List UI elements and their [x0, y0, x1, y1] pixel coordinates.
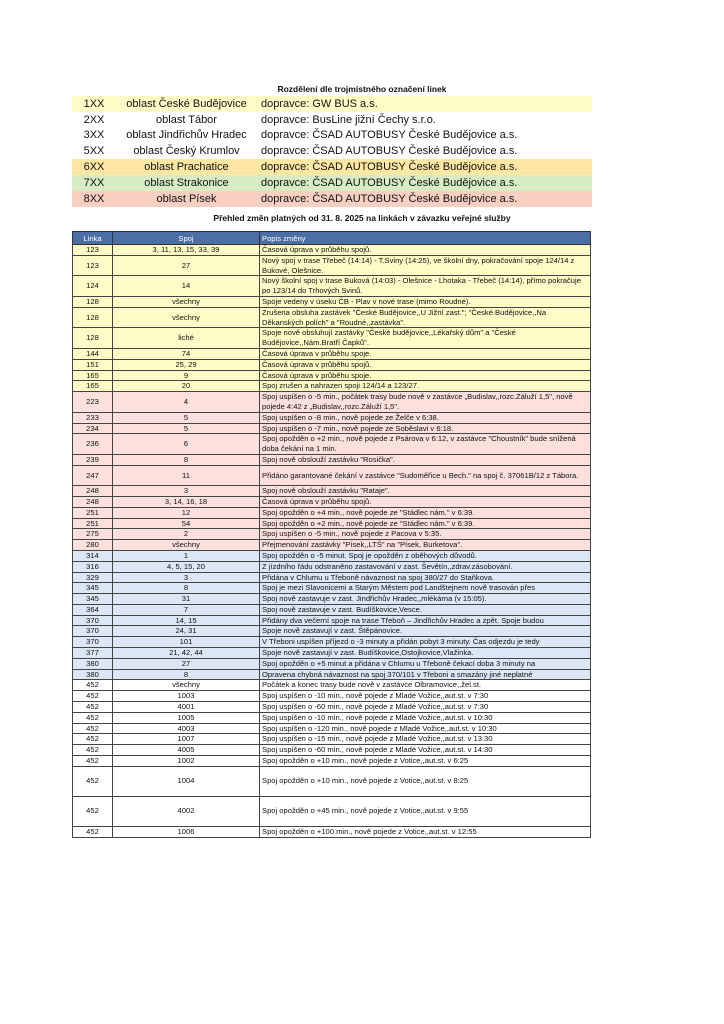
- cell-linka: 275: [73, 529, 113, 540]
- table-row: [73, 594, 591, 605]
- cell-popis: Opravena chybná návaznost na spoj 370/101 v Třeboni a smazány jiné neplatné: [260, 669, 591, 680]
- table-row: [73, 658, 591, 669]
- cell-spoj: 31: [113, 594, 260, 605]
- cell-linka: 251: [73, 507, 113, 518]
- table-row: [73, 669, 591, 680]
- cell-linka: 144: [73, 348, 113, 359]
- cell-linka: 452: [73, 745, 113, 756]
- cell-spoj: všechny: [113, 680, 260, 691]
- legend-code: 1XX: [83, 97, 105, 110]
- legend-code: 3XX: [83, 129, 105, 142]
- cell-popis: Spoje vedeny v úseku ČB - Plav v nové trase (mimo Roudné).: [260, 296, 591, 307]
- table-row: [73, 518, 591, 529]
- cell-popis: Spoj uspíšen o -120 min., nově pojede z Mladé Vožice,,aut.st. v 10:30: [260, 723, 591, 734]
- cell-popis: Spoj uspíšen o -7 min., nově pojede ze Soběslavi v 6:18.: [260, 423, 591, 434]
- legend-carrier: dopravce: ČSAD AUTOBUSY České Budějovice a.s.: [261, 161, 518, 174]
- cell-linka: 151: [73, 359, 113, 370]
- table-row: [73, 381, 591, 392]
- table-row: [73, 723, 591, 734]
- table-row: [73, 359, 591, 370]
- cell-popis: Spoj nově obslouží zastávku "Rosička".: [260, 454, 591, 465]
- cell-spoj: 74: [113, 348, 260, 359]
- legend-row: [72, 175, 592, 191]
- table-row: [73, 712, 591, 723]
- cell-linka: 233: [73, 412, 113, 423]
- legend-region: oblast Tábor: [156, 113, 217, 126]
- table-row: [73, 615, 591, 626]
- cell-linka: 452: [73, 702, 113, 713]
- cell-spoj: 5: [113, 423, 260, 434]
- cell-popis: Spoj opožděn o +45 min., nově pojede z Votice,,aut.st. v 9:55: [260, 796, 591, 826]
- cell-spoj: 1: [113, 550, 260, 561]
- cell-linka: 248: [73, 486, 113, 497]
- legend-region: oblast České Budějovice: [126, 97, 247, 110]
- cell-popis: Spoj uspíšen o -60 min., nově pojede z Mladé Vožice,,aut.st. v 7:30: [260, 702, 591, 713]
- table-row: [73, 392, 591, 413]
- cell-linka: 452: [73, 712, 113, 723]
- legend-row: [72, 143, 592, 159]
- cell-linka: 345: [73, 594, 113, 605]
- cell-popis: Časová úprava v průběhu spojů.: [260, 245, 591, 256]
- cell-linka: 123: [73, 255, 113, 276]
- table-row: [73, 550, 591, 561]
- cell-popis: Spoj uspíšen o -15 min., nově pojede z Mladé Vožice,,aut.st. v 13:30: [260, 734, 591, 745]
- cell-spoj: 27: [113, 658, 260, 669]
- cell-spoj: všechny: [113, 307, 260, 328]
- table-row: [73, 454, 591, 465]
- cell-popis: Počátek a konec trasy bude nově v zastávce Olbramovice,,žel.st.: [260, 680, 591, 691]
- cell-popis: Spoj opožděn o +4 min., nově pojede ze "Stádlec nám." v 6:39.: [260, 507, 591, 518]
- cell-spoj: 1002: [113, 756, 260, 767]
- legend-code: 2XX: [83, 113, 105, 126]
- cell-popis: Zrušena obsluha zastávek "České Budějovice,,U Jižní zast."; "České Budějovice,,Na Děkanských polích" a "Roudné,,zastávka".: [260, 307, 591, 328]
- cell-spoj: 14, 15: [113, 615, 260, 626]
- cell-spoj: 14: [113, 276, 260, 297]
- cell-linka: 123: [73, 245, 113, 256]
- table-row: [73, 423, 591, 434]
- cell-spoj: 1005: [113, 712, 260, 723]
- table-row: [73, 348, 591, 359]
- cell-linka: 452: [73, 691, 113, 702]
- cell-popis: Spoj nově zastavuje v zast. Budíškovice,Vesce.: [260, 604, 591, 615]
- cell-spoj: 27: [113, 255, 260, 276]
- cell-popis: Spoj uspíšen o -5 min., nově pojede z Pacova v 5:35.: [260, 529, 591, 540]
- legend-carrier: dopravce: ČSAD AUTOBUSY České Budějovice a.s.: [261, 145, 518, 158]
- legend-carrier: dopravce: BusLine jižní Čechy s.r.o.: [261, 113, 436, 126]
- cell-linka: 234: [73, 423, 113, 434]
- legend: [72, 96, 592, 207]
- cell-linka: 316: [73, 561, 113, 572]
- cell-linka: 452: [73, 826, 113, 837]
- legend-carrier: dopravce: ČSAD AUTOBUSY České Budějovice a.s.: [261, 176, 518, 189]
- cell-linka: 370: [73, 626, 113, 637]
- cell-spoj: 4003: [113, 723, 260, 734]
- legend-carrier: dopravce: ČSAD AUTOBUSY České Budějovice a.s.: [261, 129, 518, 142]
- cell-spoj: 6: [113, 434, 260, 455]
- cell-spoj: 54: [113, 518, 260, 529]
- cell-linka: 364: [73, 604, 113, 615]
- cell-spoj: 1006: [113, 826, 260, 837]
- legend-row: [72, 191, 592, 207]
- cell-popis: Spoj je mezi Slavonicemi a Starým Městem pod Landštejnem nově trasován přes: [260, 583, 591, 594]
- cell-spoj: 8: [113, 454, 260, 465]
- cell-linka: 124: [73, 276, 113, 297]
- table-row: [73, 412, 591, 423]
- legend-region: oblast Český Krumlov: [133, 145, 240, 158]
- cell-linka: 248: [73, 496, 113, 507]
- cell-popis: Spoj opožděn o +2 min., nově pojede ze "Stádlec nám." v 6:39.: [260, 518, 591, 529]
- cell-spoj: 5: [113, 412, 260, 423]
- cell-linka: 236: [73, 434, 113, 455]
- table-row: [73, 626, 591, 637]
- table-row: [73, 255, 591, 276]
- cell-spoj: 12: [113, 507, 260, 518]
- legend-region: oblast Strakonice: [144, 176, 229, 189]
- cell-popis: Spoj opožděn o +100 min., nově pojede z Votice,,aut.st. v 12:55: [260, 826, 591, 837]
- cell-linka: 239: [73, 454, 113, 465]
- table-row: [73, 734, 591, 745]
- cell-linka: 452: [73, 796, 113, 826]
- legend-row: [72, 96, 592, 112]
- cell-spoj: 7: [113, 604, 260, 615]
- table-row: [73, 637, 591, 648]
- cell-spoj: 4001: [113, 702, 260, 713]
- cell-linka: 223: [73, 392, 113, 413]
- header-linka: Linka: [73, 232, 113, 245]
- cell-linka: 452: [73, 723, 113, 734]
- cell-popis: Spoj opožděn o +5 minut a přidána v Chlumu u Třeboně čekací doba 3 minuty na: [260, 658, 591, 669]
- cell-spoj: 2: [113, 529, 260, 540]
- cell-spoj: 4005: [113, 745, 260, 756]
- table-row: [73, 796, 591, 826]
- cell-popis: Přidáno garantované čekání v zastávce "Sudoměřice u Bech." na spoj č. 37061B/12 z Tábora.: [260, 465, 591, 485]
- table-row: [73, 370, 591, 381]
- cell-popis: Nový školní spoj v trase Buková (14:03) - Olešnice - Lhotaka - Třebeč (14:14), přímo pokračuje po 123/14 do Trhových Svinů.: [260, 276, 591, 297]
- legend-carrier: dopravce: ČSAD AUTOBUSY České Budějovice a.s.: [261, 192, 518, 205]
- cell-popis: Spoj nově obslouží zastávku "Rataje".: [260, 486, 591, 497]
- cell-linka: 370: [73, 615, 113, 626]
- table-row: [73, 307, 591, 328]
- cell-spoj: všechny: [113, 540, 260, 551]
- cell-spoj: liché: [113, 328, 260, 349]
- table-row: [73, 486, 591, 497]
- table-row: [73, 540, 591, 551]
- cell-popis: Spoj opožděn o -5 minut. Spoj je opožděn z oběhových důvodů.: [260, 550, 591, 561]
- legend-region: oblast Prachatice: [144, 161, 229, 174]
- cell-linka: 128: [73, 307, 113, 328]
- cell-linka: 165: [73, 370, 113, 381]
- cell-popis: Spoje nově zastavují v zast. Budíškovice,Ostojkovice,Vlažinka.: [260, 648, 591, 659]
- cell-spoj: 20: [113, 381, 260, 392]
- cell-popis: Spoj nově zastavuje v zast. Jindřichův Hradec,,mlékárna (v 15:05).: [260, 594, 591, 605]
- cell-linka: 452: [73, 766, 113, 796]
- cell-spoj: 101: [113, 637, 260, 648]
- cell-spoj: 25, 29: [113, 359, 260, 370]
- table-row: [73, 465, 591, 485]
- cell-popis: Spoj uspíšen o -8 min., nově pojede ze Želče v 6:38.: [260, 412, 591, 423]
- cell-linka: 128: [73, 328, 113, 349]
- cell-popis: Spoj uspíšen o -60 min., nově pojede z Mladé Vožice,,aut.st. v 14:30: [260, 745, 591, 756]
- changes-table: [72, 231, 591, 838]
- cell-popis: V Třeboni uspíšen příjezd o -3 minuty a přidán pobyt 3 minuty. Čas odjezdu je tedy: [260, 637, 591, 648]
- cell-popis: Spoj opožděn o +10 min., nově pojede z Votice,,aut.st. v 8:25: [260, 766, 591, 796]
- header-popis: Popis změny: [260, 232, 591, 245]
- cell-spoj: 3: [113, 572, 260, 583]
- table-row: [73, 583, 591, 594]
- cell-linka: 370: [73, 637, 113, 648]
- cell-spoj: 9: [113, 370, 260, 381]
- cell-spoj: 1007: [113, 734, 260, 745]
- cell-linka: 280: [73, 540, 113, 551]
- cell-popis: Nový spoj v trase Třebeč (14:14) - T.Sviny (14:25), ve školní dny, pokračování spoje 124/14 z Bukové, Olešnice.: [260, 255, 591, 276]
- table-row: [73, 561, 591, 572]
- table-row: [73, 604, 591, 615]
- cell-spoj: 24, 31: [113, 626, 260, 637]
- cell-popis: Z jízdního řádu odstraněno zastavování v zast. Ševětín,,zdrav.zásobování.: [260, 561, 591, 572]
- cell-spoj: 3, 11, 13, 15, 33, 39: [113, 245, 260, 256]
- cell-spoj: 21, 42, 44: [113, 648, 260, 659]
- header-spoj: Spoj: [113, 232, 260, 245]
- cell-spoj: 1003: [113, 691, 260, 702]
- cell-popis: Přejmenování zastávky "Písek,,LTŠ" na "Písek, Burketova".: [260, 540, 591, 551]
- cell-linka: 128: [73, 296, 113, 307]
- legend-title: Rozdělení dle trojmístného označení linek: [277, 84, 447, 94]
- table-row: [73, 826, 591, 837]
- cell-linka: 329: [73, 572, 113, 583]
- table-row: [73, 507, 591, 518]
- legend-region: oblast Jindřichův Hradec: [126, 129, 247, 142]
- table-row: [73, 245, 591, 256]
- legend-code: 8XX: [83, 192, 105, 205]
- cell-spoj: 1004: [113, 766, 260, 796]
- table-row: [73, 572, 591, 583]
- cell-popis: Časová úprava v průběhu spoje.: [260, 348, 591, 359]
- table-row: [73, 496, 591, 507]
- table-row: [73, 702, 591, 713]
- legend-region: oblast Písek: [156, 192, 217, 205]
- table-row: [73, 756, 591, 767]
- table-row: [73, 276, 591, 297]
- table-title: Přehled změn platných od 31. 8. 2025 na linkách v závazku veřejné služby: [213, 213, 511, 223]
- cell-popis: Spoj opožděn o +10 min., nově pojede z Votice,,aut.st. v 6:25: [260, 756, 591, 767]
- legend-code: 7XX: [83, 176, 105, 189]
- cell-linka: 314: [73, 550, 113, 561]
- cell-popis: Spoj uspíšen o -10 min., nově pojede z Mladé Vožice,,aut.st. v 7:30: [260, 691, 591, 702]
- cell-spoj: 4, 5, 15, 20: [113, 561, 260, 572]
- legend-row: [72, 159, 592, 175]
- cell-popis: Spoj uspíšen o -10 min., nově pojede z Mladé Vožice,,aut.st. v 10:30: [260, 712, 591, 723]
- cell-popis: Spoj zrušen a nahrazen spoji 124/14 a 123/27.: [260, 381, 591, 392]
- table-row: [73, 328, 591, 349]
- legend-row: [72, 128, 592, 144]
- table-header-row: [73, 232, 591, 245]
- cell-popis: Přidány dva večerní spoje na trase Třeboň – Jindřichův Hradec a zpět. Spoje budou: [260, 615, 591, 626]
- table-row: [73, 296, 591, 307]
- cell-linka: 377: [73, 648, 113, 659]
- cell-linka: 380: [73, 658, 113, 669]
- cell-linka: 380: [73, 669, 113, 680]
- cell-linka: 165: [73, 381, 113, 392]
- cell-popis: Časová úprava v průběhu spojů.: [260, 496, 591, 507]
- table-row: [73, 691, 591, 702]
- legend-row: [72, 112, 592, 128]
- cell-spoj: 4: [113, 392, 260, 413]
- table-row: [73, 745, 591, 756]
- cell-spoj: 3, 14, 16, 18: [113, 496, 260, 507]
- legend-carrier: dopravce: GW BUS a.s.: [261, 97, 378, 110]
- cell-spoj: 11: [113, 465, 260, 485]
- cell-popis: Přidána v Chlumu u Třeboně návaznost na spoj 380/27 do Staňkova.: [260, 572, 591, 583]
- cell-linka: 452: [73, 734, 113, 745]
- cell-popis: Spoj opožděn o +2 min., nově pojede z Psárova v 6:12, v zastávce "Choustník" bude snížená doba čekání na 1 min.: [260, 434, 591, 455]
- cell-popis: Spoje nově zastavují v zast. Štěpánovice.: [260, 626, 591, 637]
- cell-spoj: 8: [113, 583, 260, 594]
- cell-popis: Spoj uspíšen o -5 min., počátek trasy bude nově v zastávce „Budislav,,rozc.Záluží 1,5", nově pojede 4:42 z „Budislav,,rozc.Záluží 1,5".: [260, 392, 591, 413]
- table-row: [73, 766, 591, 796]
- table-row: [73, 648, 591, 659]
- table-row: [73, 434, 591, 455]
- legend-code: 6XX: [83, 161, 105, 174]
- cell-spoj: 8: [113, 669, 260, 680]
- cell-linka: 345: [73, 583, 113, 594]
- table-row: [73, 680, 591, 691]
- cell-popis: Časová úprava v průběhu spoje.: [260, 370, 591, 381]
- table-row: [73, 529, 591, 540]
- cell-popis: Spoje nově obsluhují zastávky "České budějovice,,Lékařský dům" a "České Budějovice,,Nám.Bratří Čapků".: [260, 328, 591, 349]
- cell-spoj: 4002: [113, 796, 260, 826]
- cell-popis: Časová úprava v průběhu spojů.: [260, 359, 591, 370]
- cell-linka: 452: [73, 680, 113, 691]
- cell-linka: 247: [73, 465, 113, 485]
- cell-linka: 452: [73, 756, 113, 767]
- legend-code: 5XX: [83, 145, 105, 158]
- cell-linka: 251: [73, 518, 113, 529]
- cell-spoj: všechny: [113, 296, 260, 307]
- cell-spoj: 3: [113, 486, 260, 497]
